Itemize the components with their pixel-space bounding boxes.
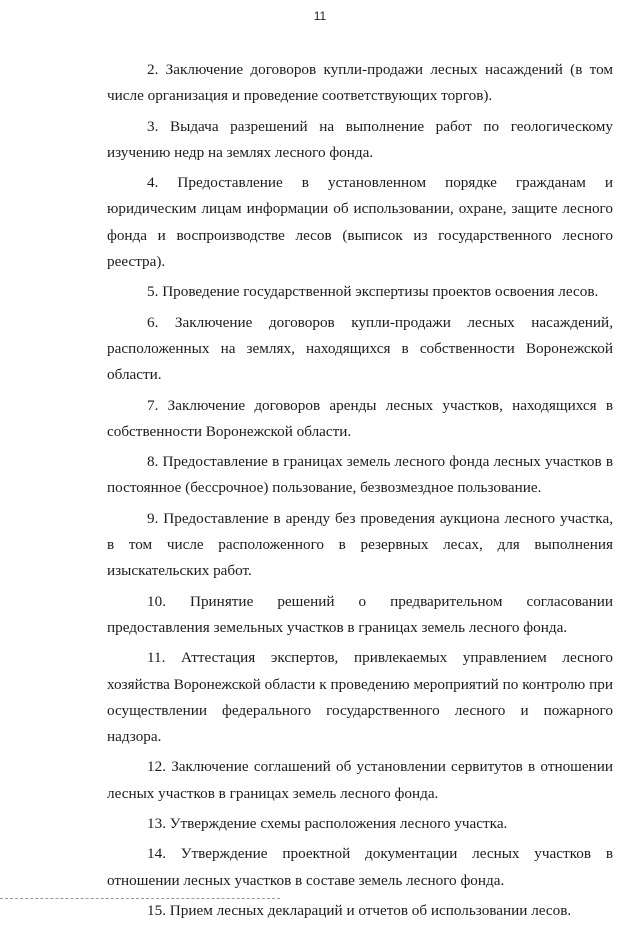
list-item: 13. Утверждение схемы расположения лесного участка. — [147, 815, 508, 833]
list-item: 5. Проведение государственной экспертизы проектов освоения лесов. — [147, 283, 599, 301]
list-item: 6. Заключение договоров купли-продажи лесных насаждений, расположенных на землях, находящихся в собственности Воронежской области. — [107, 313, 613, 384]
list-item: 8. Предоставление в границах земель лесного фонда лесных участков в постоянное (бессрочное) пользование, безвозмездное пользование. — [107, 453, 613, 497]
list-item: 14. Утверждение проектной документации лесных участков в отношении лесных участков в составе земель лесного фонда. — [107, 845, 613, 889]
list-item: 2. Заключение договоров купли-продажи лесных насаждений (в том числе организация и проведение соответствующих торгов). — [107, 61, 613, 105]
footer-divider — [0, 898, 280, 899]
list-item: 3. Выдача разрешений на выполнение работ по геологическому изучению недр на землях лесного фонда. — [107, 117, 613, 161]
list-item: 7. Заключение договоров аренды лесных участков, находящихся в собственности Воронежской области. — [107, 396, 613, 440]
list-item: 12. Заключение соглашений об установлении сервитутов в отношении лесных участков в границах земель лесного фонда. — [107, 758, 613, 802]
document-body — [107, 57, 613, 928]
list-item: 10. Принятие решений о предварительном согласовании предоставления земельных участков в границах земель лесного фонда. — [107, 592, 613, 636]
list-item: 15. Прием лесных деклараций и отчетов об использовании лесов. — [147, 901, 572, 919]
page-number: 11 — [313, 9, 327, 23]
list-item: 4. Предоставление в установленном порядке гражданам и юридическим лицам информации об использовании, охране, защите лесного фонда и воспроизводстве лесов (выписок из государственного лесного реестра). — [107, 174, 613, 271]
list-item: 11. Аттестация экспертов, привлекаемых управлением лесного хозяйства Воронежской области к проведению мероприятий по контролю при осуществлении федерального государственного лесного и пожарного надзора. — [107, 649, 613, 746]
list-item: 9. Предоставление в аренду без проведения аукциона лесного участка, в том числе расположенного в резервных лесах, для выполнения изыскательских работ. — [107, 509, 613, 580]
